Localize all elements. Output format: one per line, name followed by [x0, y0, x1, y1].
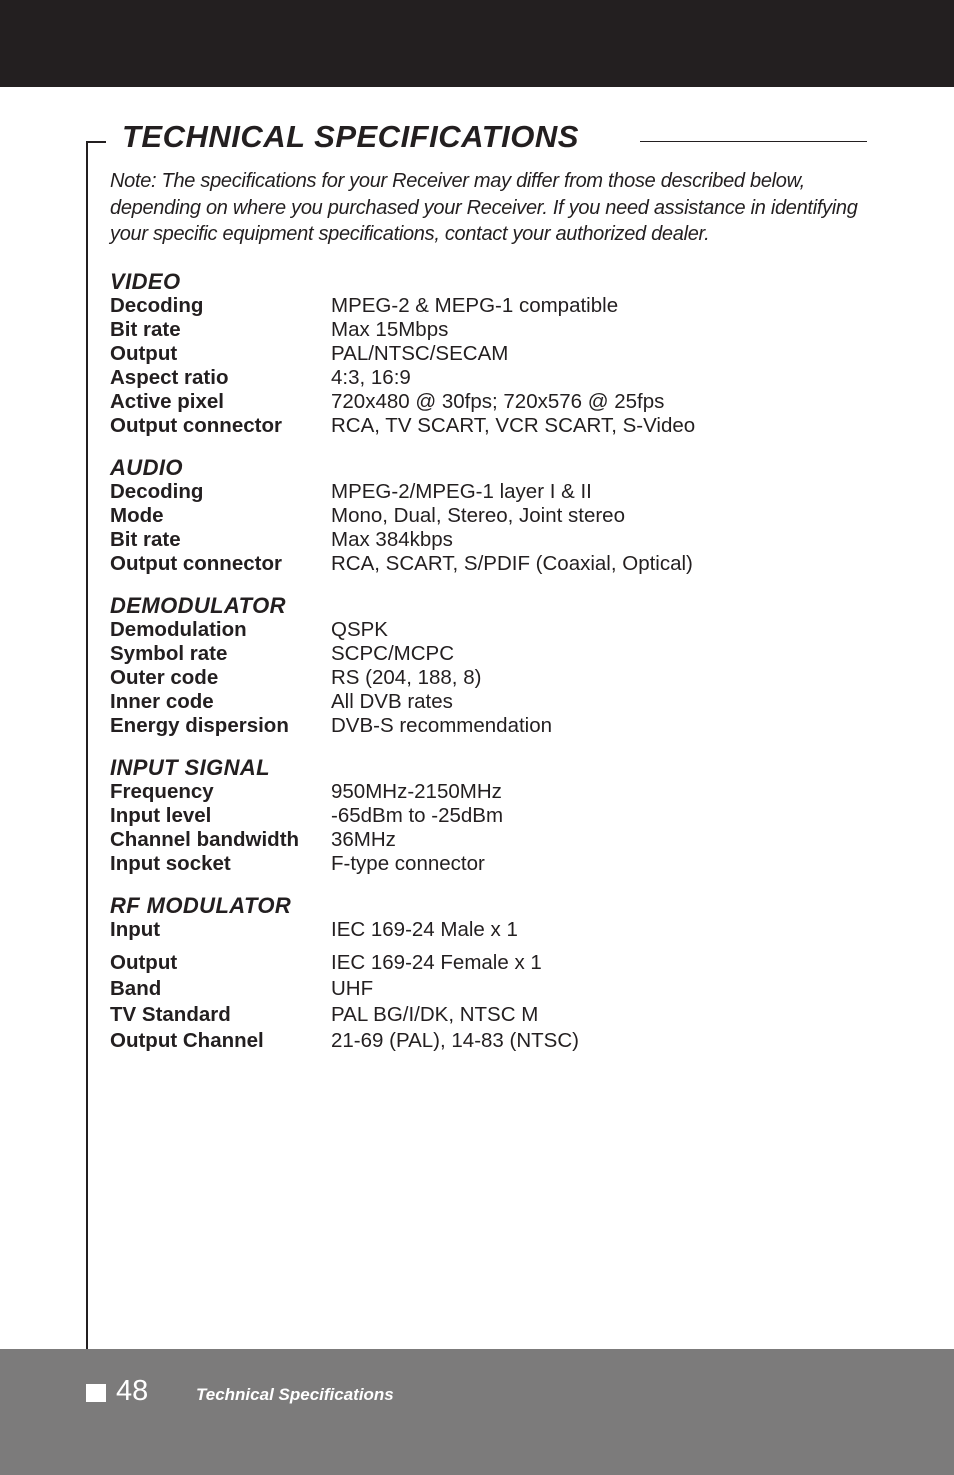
spec-label: Energy dispersion [110, 714, 289, 737]
page-footer [0, 1349, 954, 1475]
spec-value: PAL/NTSC/SECAM [331, 342, 509, 365]
spec-row [110, 504, 870, 528]
spec-value: DVB-S recommendation [331, 714, 553, 737]
spec-value: RS (204, 188, 8) [331, 666, 482, 689]
spec-label: Output [110, 951, 178, 974]
spec-value: Max 384kbps [331, 528, 453, 551]
spec-row [110, 366, 870, 390]
section-rf-modulator [110, 894, 870, 1054]
spec-label: TV Standard [110, 1003, 231, 1026]
spec-value: IEC 169-24 Female x 1 [331, 951, 542, 974]
section-heading: VIDEO [110, 269, 181, 294]
spec-row [110, 852, 870, 876]
spec-row [110, 642, 870, 666]
spec-value: -65dBm to -25dBm [331, 804, 504, 827]
specifications-note: Note: The specifications for your Receiver may differ from those described below, depending on where you purchased your Receiver. If you need assistance in identifying your specific equipment specifications, contact your authorized dealer. [110, 170, 858, 245]
spec-row [110, 918, 870, 942]
spec-row [110, 618, 870, 642]
spec-label: Mode [110, 504, 164, 527]
spec-label: Frequency [110, 780, 214, 803]
page-title: TECHNICAL SPECIFICATIONS [122, 119, 579, 154]
spec-row [110, 804, 870, 828]
spec-value: QSPK [331, 618, 388, 641]
spec-row [110, 528, 870, 552]
spec-label: Aspect ratio [110, 366, 229, 389]
spec-label: Output connector [110, 414, 282, 437]
spec-label: Output connector [110, 552, 282, 575]
spec-row [110, 1028, 870, 1054]
spec-row [110, 480, 870, 504]
frame-border-top-left [86, 141, 106, 143]
spec-label: Band [110, 977, 162, 1000]
spec-label: Decoding [110, 480, 204, 503]
spec-row [110, 666, 870, 690]
spec-row [110, 390, 870, 414]
page-number: 48 [116, 1375, 149, 1407]
spec-row [110, 950, 870, 976]
spec-label: Decoding [110, 294, 204, 317]
section-demodulator [110, 594, 870, 738]
spec-label: Active pixel [110, 390, 224, 413]
spec-label: Inner code [110, 690, 214, 713]
spec-label: Bit rate [110, 528, 181, 551]
spec-row [110, 414, 870, 438]
spec-row [110, 1002, 870, 1028]
spec-value: RCA, TV SCART, VCR SCART, S-Video [331, 414, 696, 437]
spec-value: 21-69 (PAL), 14-83 (NTSC) [331, 1029, 579, 1052]
section-heading: DEMODULATOR [110, 593, 286, 618]
spec-row [110, 690, 870, 714]
spec-row [110, 342, 870, 366]
spec-label: Outer code [110, 666, 219, 689]
footer-section-title: Technical Specifications [196, 1385, 394, 1404]
spec-label: Symbol rate [110, 642, 228, 665]
spec-value: Max 15Mbps [331, 318, 449, 341]
frame-border-left [86, 141, 88, 1349]
spec-row [110, 780, 870, 804]
spec-label: Channel bandwidth [110, 828, 300, 851]
spec-label: Demodulation [110, 618, 247, 641]
spec-value: IEC 169-24 Male x 1 [331, 918, 518, 941]
section-heading: RF MODULATOR [110, 893, 292, 918]
spec-value: SCPC/MCPC [331, 642, 455, 665]
spec-row [110, 294, 870, 318]
section-input-signal [110, 756, 870, 876]
spec-value: 720x480 @ 30fps; 720x576 @ 25fps [331, 390, 665, 413]
spec-value: MPEG-2 & MEPG-1 compatible [331, 294, 619, 317]
spec-label: Output [110, 342, 178, 365]
spec-value: PAL BG/I/DK, NTSC M [331, 1003, 539, 1026]
spec-label: Bit rate [110, 318, 181, 341]
spec-value: MPEG-2/MPEG-1 layer I & II [331, 480, 592, 503]
spec-row [110, 552, 870, 576]
section-heading: INPUT SIGNAL [110, 755, 271, 780]
spec-label: Output Channel [110, 1029, 264, 1052]
spec-row [110, 318, 870, 342]
spec-row [110, 714, 870, 738]
spec-label: Input [110, 918, 161, 941]
top-bar [0, 0, 954, 87]
frame-border-top-right [640, 141, 867, 142]
spec-row [110, 828, 870, 852]
spec-value: 36MHz [331, 828, 396, 851]
spec-value: Mono, Dual, Stereo, Joint stereo [331, 504, 625, 527]
spec-value: UHF [331, 977, 374, 1000]
spec-value: All DVB rates [331, 690, 453, 713]
spec-row [110, 976, 870, 1002]
spec-value: 4:3, 16:9 [331, 366, 411, 389]
spec-value: F-type connector [331, 852, 485, 875]
section-heading: AUDIO [110, 455, 183, 480]
spec-value: 950MHz-2150MHz [331, 780, 502, 803]
section-video [110, 270, 870, 438]
footer-square-marker [86, 1384, 106, 1402]
spec-label: Input socket [110, 852, 231, 875]
spec-label: Input level [110, 804, 212, 827]
spec-value: RCA, SCART, S/PDIF (Coaxial, Optical) [331, 552, 693, 575]
section-audio [110, 456, 870, 576]
